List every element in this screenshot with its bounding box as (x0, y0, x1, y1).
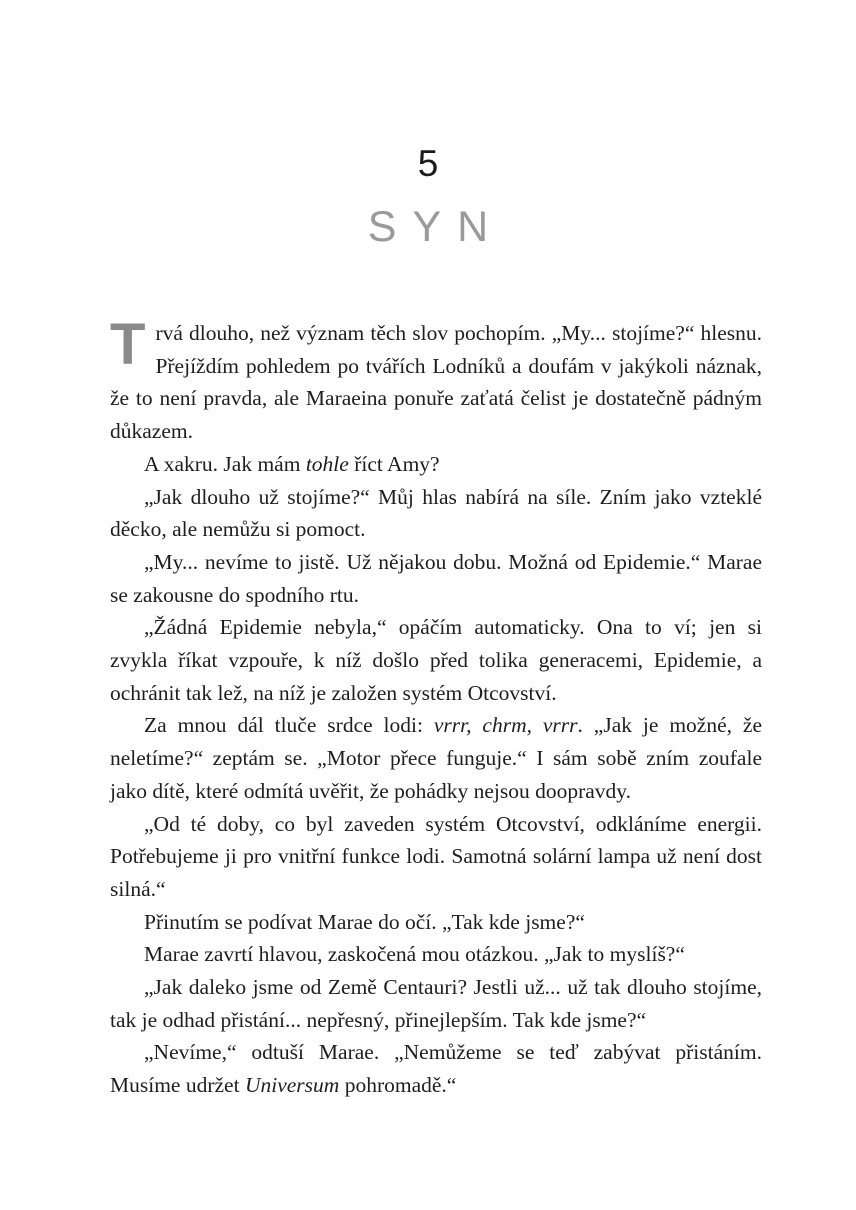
paragraph (110, 971, 762, 1036)
paragraph (110, 906, 762, 939)
chapter-title: SYN (367, 203, 505, 251)
body-text: „My... nevíme to jistě. Už nějakou dobu. Možná od Epidemie.“ Marae se zakousne do spodního rtu. (110, 549, 762, 607)
body-text: „Žádná Epidemie nebyla,“ opáčím automaticky. Ona to ví; jen si zvykla říkat vzpouře, k níž došlo před tolika generacemi, Epidemie, a ochránit tak lež, na níž je založen systém Otcovství. (110, 615, 762, 705)
paragraph (110, 808, 762, 906)
paragraph (110, 312, 762, 448)
body-text: pohromadě.“ (339, 1073, 457, 1098)
body-text: Za mnou dál tluče srdce lodi: (144, 713, 434, 738)
body-text: Marae zavrtí hlavou, zaskočená mou otázkou. „Jak to myslíš?“ (144, 942, 685, 967)
paragraph (110, 448, 762, 481)
italic-text: Universum (244, 1073, 340, 1098)
paragraph (110, 1036, 762, 1101)
italic-text: tohle (305, 451, 349, 476)
body-text: A xakru. Jak mám (144, 451, 306, 476)
body-text: „Nevíme,“ odtuší Marae. „Nemůžeme se teď zabývat přistáním. Musíme udržet (110, 1040, 762, 1098)
chapter-number: 5 (417, 143, 439, 184)
paragraph (110, 709, 762, 807)
body-text: říct Amy? (348, 451, 440, 476)
body-text: rvá dlouho, než význam těch slov pochopím. „My... stojíme?“ hlesnu. Přejíždím pohledem po tvářích Lodníků a doufám v jakýkoli náznak, že to není pravda, ale Maraeina ponuře zaťatá čelist je dostatečně pádným důkazem. (110, 321, 762, 444)
body-text: „Jak daleko jsme od Země Centauri? Jestli už... už tak dlouho stojíme, tak je odhad přistání... nepřesný, přinejlepším. Tak kde jsme?“ (110, 975, 762, 1032)
body-text: „Jak dlouho už stojíme?“ Můj hlas nabírá na síle. Zním jako vzteklé děcko, ale nemůžu si pomoct. (110, 484, 762, 542)
paragraph (110, 481, 762, 546)
body-text: . „Jak je možné, že neletíme?“ zeptám se. „Motor přece funguje.“ I sám sobě zním zoufale jako dítě, které odmítá uvěřit, že pohádky nejsou doopravdy. (110, 713, 762, 803)
text-block (110, 312, 762, 1102)
body-text: „Od té doby, co byl zaveden systém Otcovství, odkláníme energii. Potřebujeme ji pro vnitřní funkce lodi. Samotná solární lampa už není dost silná.“ (110, 811, 762, 901)
paragraph (110, 546, 762, 611)
drop-cap: T (110, 312, 146, 377)
paragraph (110, 611, 762, 709)
body-text: Přinutím se podívat Marae do očí. „Tak kde jsme?“ (144, 909, 585, 934)
paragraph (110, 938, 762, 971)
italic-text: vrrr, chrm, vrrr (433, 713, 578, 738)
